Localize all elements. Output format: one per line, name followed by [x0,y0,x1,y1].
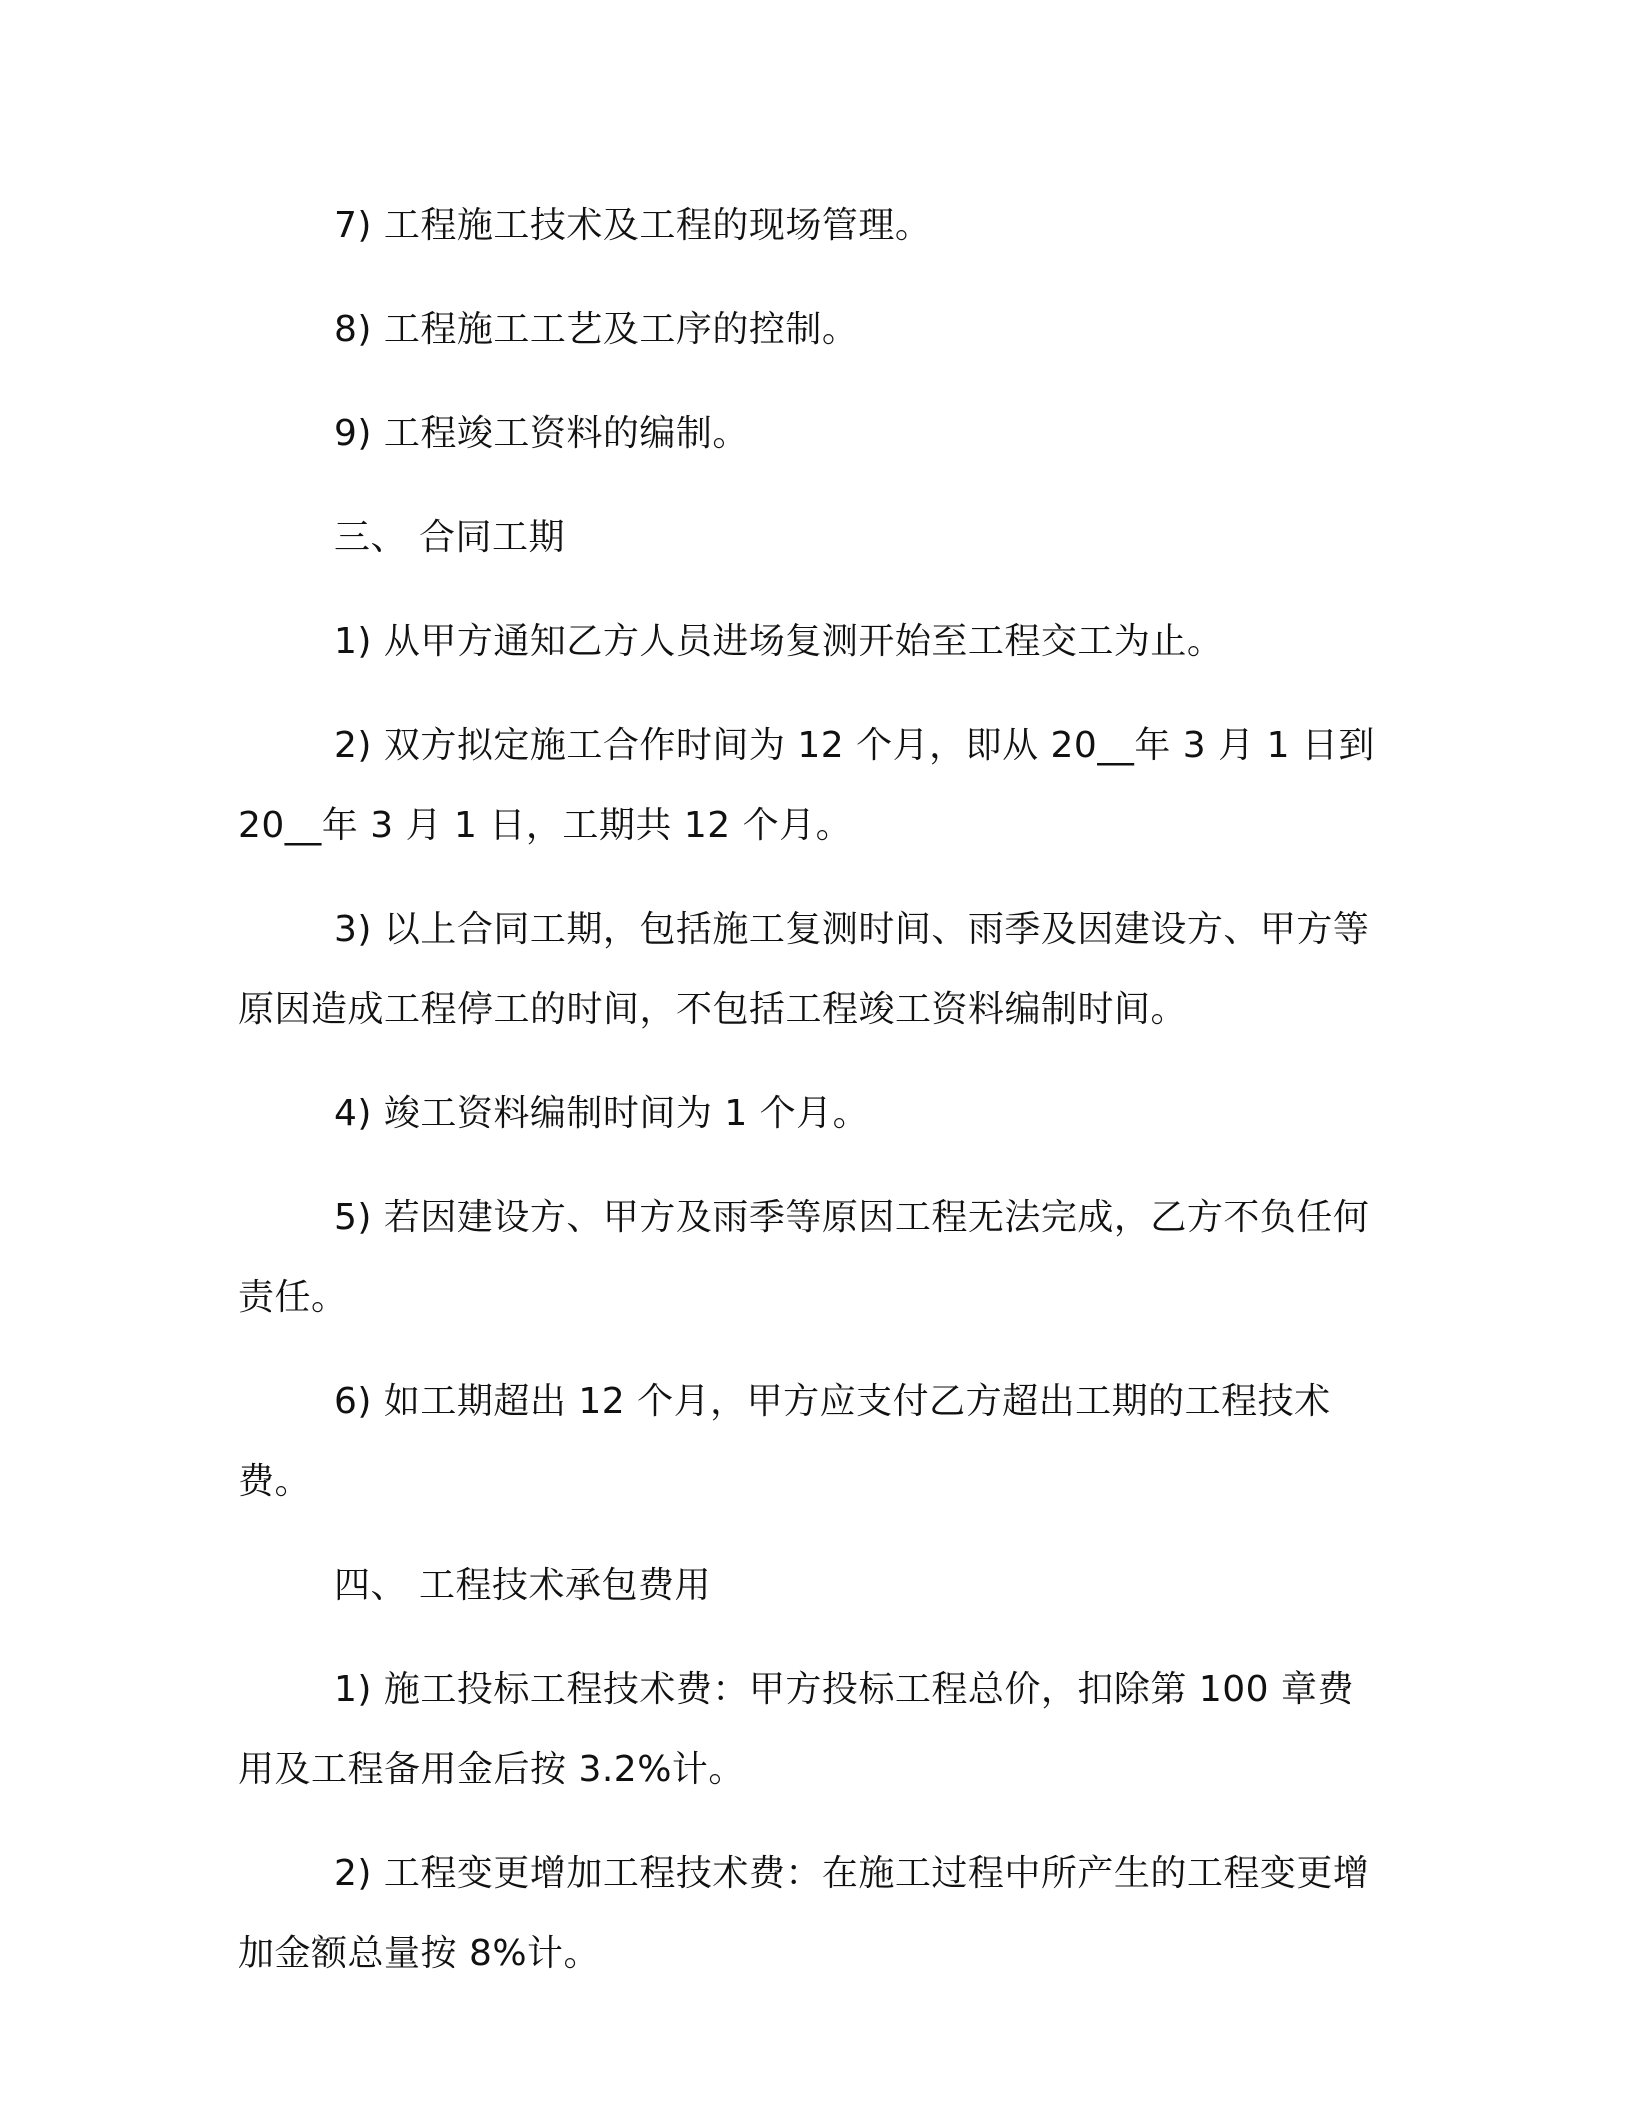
paragraph-item-7: 7) 工程施工技术及工程的现场管理。 [334,205,932,246]
paragraph-period-4: 4) 竣工资料编制时间为 1 个月。 [334,1093,870,1134]
paragraph-item-8: 8) 工程施工工艺及工序的控制。 [334,309,859,350]
section-heading-contract-period: 三、 合同工期 [334,517,565,558]
document-body [238,186,1388,2018]
paragraph-period-3: 3) 以上合同工期，包括施工复测时间、雨季及因建设方、甲方等原因造成工程停工的时间，不包括工程竣工资料编制时间。 [238,909,1370,1030]
paragraph-period-5: 5) 若因建设方、甲方及雨季等原因工程无法完成，乙方不负任何责任。 [238,1197,1370,1318]
paragraph-period-2: 2) 双方拟定施工合作时间为 12 个月，即从 20__年 3 月 1 日到 20__年 3 月 1 日，工期共 12 个月。 [238,725,1375,846]
paragraph-period-1: 1) 从甲方通知乙方人员进场复测开始至工程交工为止。 [334,621,1224,662]
paragraph-fee-2: 2) 工程变更增加工程技术费：在施工过程中所产生的工程变更增加金额总量按 8%计。 [238,1853,1370,1974]
paragraph-period-6: 6) 如工期超出 12 个月，甲方应支付乙方超出工期的工程技术费。 [238,1381,1331,1502]
section-heading-technical-fees: 四、 工程技术承包费用 [334,1565,711,1606]
paragraph-fee-1: 1) 施工投标工程技术费：甲方投标工程总价，扣除第 100 章费用及工程备用金后按 3.2%计。 [238,1669,1354,1790]
paragraph-item-9: 9) 工程竣工资料的编制。 [334,413,749,454]
